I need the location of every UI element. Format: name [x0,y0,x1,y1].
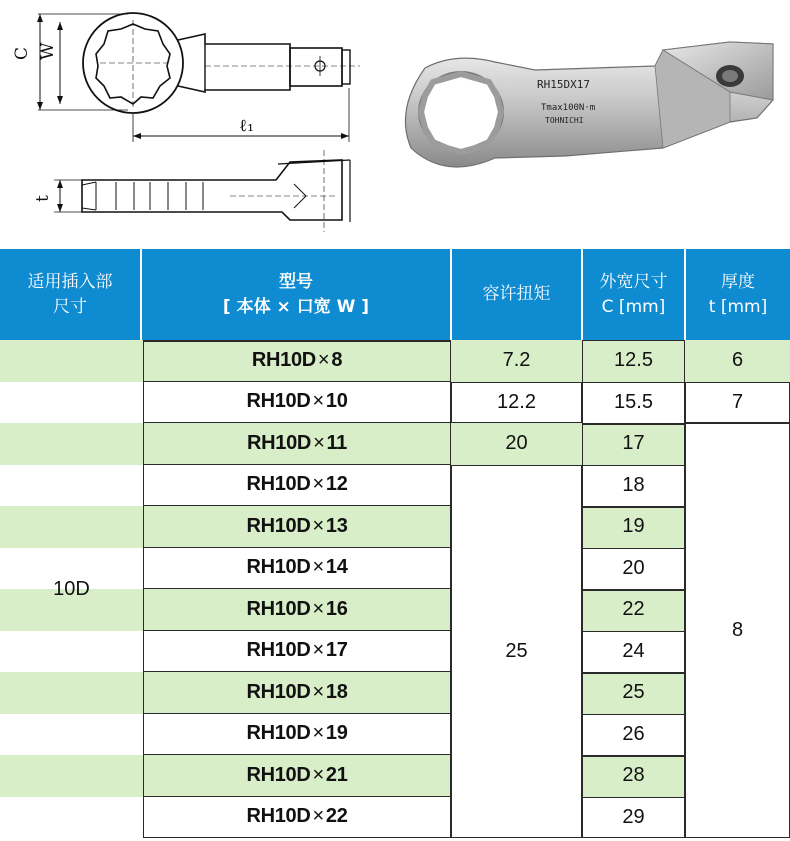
model-prefix: RH10D [246,473,311,496]
c-value: 24 [622,639,645,662]
thickness-value: 8 [731,619,744,641]
c-value: 25 [622,681,645,704]
times-sign: × [317,348,330,371]
c-value: 18 [622,473,645,496]
model-prefix: RH10D [246,722,311,745]
model-prefix: RH10D [246,805,311,828]
model-cell [143,506,451,548]
model-size: 22 [325,805,348,828]
drawings-area [0,0,790,245]
header-model-line2: [ 本体 × 口宽 W ] [222,296,370,317]
times-sign: × [312,390,324,413]
times-sign: × [313,431,325,454]
thickness-value: 6 [731,349,744,372]
c-value: 28 [622,764,645,787]
model-size: 19 [325,722,348,745]
model-cell [143,340,451,382]
torque-value: 7.2 [502,349,531,372]
times-sign: × [312,514,324,537]
times-sign: × [312,722,324,745]
torque-value: 20 [505,432,528,455]
model-size: 8 [331,348,343,371]
model-prefix: RH10D [246,514,311,537]
c-value: 17 [622,432,645,455]
model-cell [143,548,451,590]
times-sign: × [312,680,324,703]
model-cell [143,797,451,839]
spec-table [0,249,790,837]
model-size: 14 [325,556,348,579]
photo-model-marking: RH15DX17 [537,78,590,91]
header-torque [452,249,581,340]
c-value: 22 [622,598,645,621]
header-width-line1: 外宽尺寸 [599,271,668,292]
times-sign: × [312,597,324,620]
header-torque-label: 容许扭矩 [482,284,551,304]
thickness-value: 7 [731,390,744,413]
top-view-drawing [0,0,380,240]
times-sign: × [312,763,324,786]
model-size: 18 [325,680,348,703]
header-width-line2: C [mm] [601,296,666,317]
model-size: 13 [325,514,348,537]
c-value: 19 [622,515,645,538]
c-value: 15.5 [614,390,653,413]
product-photo [385,30,785,230]
dim-w-label: W [38,42,58,60]
c-value: 26 [622,722,645,745]
model-prefix: RH10D [246,597,311,620]
c-value: 12.5 [614,349,653,372]
insert-size-value: 10D [53,577,90,600]
model-size: 12 [325,473,348,496]
model-prefix: RH10D [251,348,316,371]
header-insert-size [0,249,140,340]
model-prefix: RH10D [246,639,311,662]
model-cell [143,755,451,797]
model-size: 17 [325,639,348,662]
photo-brand-marking: TOHNICHI [545,116,584,125]
dim-c-label: C [12,46,32,60]
photo-torque-marking: Tmax100N·m [541,103,596,113]
dim-l1-label: ℓ₁ [239,116,254,136]
times-sign: × [312,556,324,579]
times-sign: × [312,473,324,496]
times-sign: × [312,805,324,828]
times-sign: × [312,639,324,662]
dim-t-label: t [33,195,53,202]
torque-value: 25 [505,639,528,662]
model-size: 11 [326,431,347,454]
model-cell [143,382,451,424]
model-cell [143,631,451,673]
model-prefix: RH10D [246,390,311,413]
header-width [583,249,684,340]
model-prefix: RH10D [246,556,311,579]
model-cell [143,465,451,507]
c-value: 20 [622,556,645,579]
model-top-border [143,340,451,342]
header-insert-line2: 尺寸 [53,296,87,317]
header-model-line1: 型号 [279,271,313,292]
header-model [142,249,450,340]
header-thickness-line2: t [mm] [708,296,768,317]
torque-value: 12.2 [497,390,536,413]
c-value: 29 [622,805,645,828]
model-cell [143,589,451,631]
model-prefix: RH10D [246,680,311,703]
model-size: 21 [325,763,348,786]
model-prefix: RH10D [246,763,311,786]
model-prefix: RH10D [246,431,312,454]
model-cell [143,714,451,756]
header-thickness-line1: 厚度 [721,271,755,292]
model-size: 10 [325,390,348,413]
model-size: 16 [325,597,348,620]
header-insert-line1: 适用插入部 [27,271,113,292]
header-thickness [686,249,790,340]
model-cell [143,672,451,714]
model-cell [143,423,451,465]
